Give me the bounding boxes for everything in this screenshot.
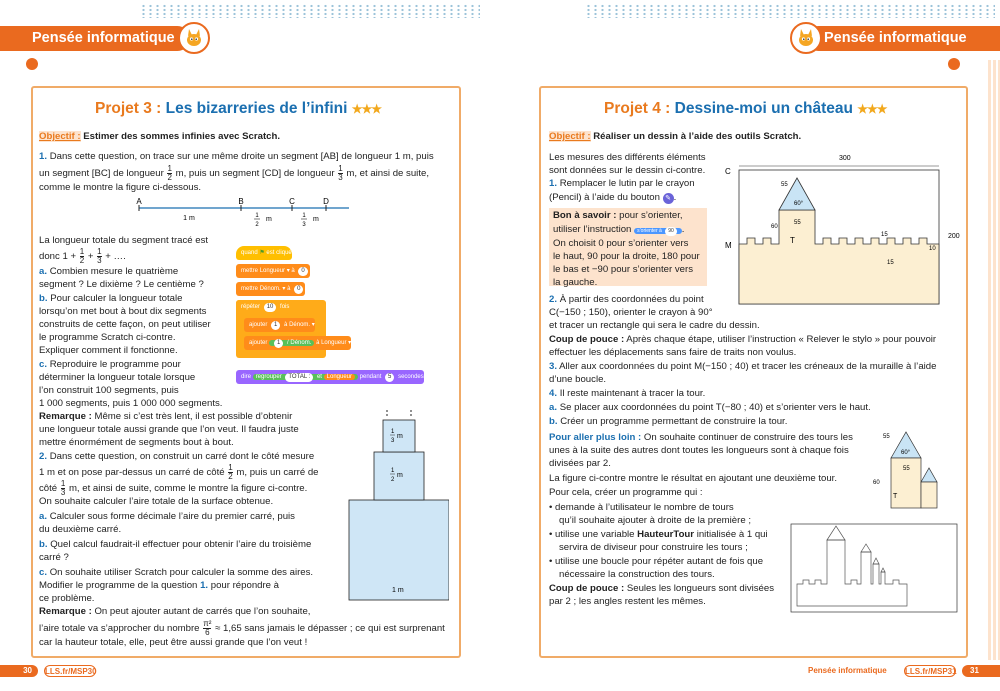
step3-2: d’une boucle. <box>549 374 607 385</box>
q1b-3: construits de cette façon, on peut utiliser <box>39 319 211 330</box>
hint-1: Coup de pouce : Après chaque étape, utiliser l’instruction « Relever le stylo » pour pouvoir <box>549 334 937 345</box>
t2-height: 60 <box>873 480 880 486</box>
point-C-label: C <box>725 167 731 176</box>
bullet-2b: servira de diviseur pour construire les tours ; <box>559 542 748 553</box>
step2-1: 2. À partir des coordonnées du point <box>549 294 704 305</box>
q1b-4: le programme Scratch ci-contre. <box>39 332 176 343</box>
hint-2a: Coup de pouce : Seules les longueurs sont divisées <box>549 583 775 594</box>
step1-1: 1. Remplacer le lutin par le crayon <box>549 178 695 189</box>
square-label-1: 1 m <box>392 587 404 594</box>
header-title-right: Pensée informatique <box>824 30 967 46</box>
step2-2: C(−150 ; 150), orienter le crayon à 90° <box>549 307 713 318</box>
side-stripe <box>988 60 1000 660</box>
scratch-say: dire regrouper TOTAL : et Longueur pendant 5 secondes <box>236 370 424 384</box>
scratch-program <box>236 240 446 390</box>
crenel-width: 15 <box>881 232 888 238</box>
roof-side: 55 <box>781 182 788 188</box>
fig-text-1: La figure ci-contre montre le résultat en ajoutant une deuxième tour. <box>549 473 837 484</box>
q2a-2: du deuxième carré. <box>39 524 122 535</box>
header-title-left: Pensée informatique <box>32 30 175 46</box>
tip-2: utiliser l’instruction s’orienter à 90 . <box>553 224 685 235</box>
seg-label-1: 1 m <box>183 215 195 222</box>
scratch-when-flag: quand ⚑ est cliqué <box>236 246 292 260</box>
seg-label-3: m <box>313 216 319 223</box>
svg-text:2: 2 <box>255 222 259 228</box>
t2-roof: 55 <box>883 434 890 440</box>
bullet-3a: • utilise une boucle pour répéter autant de fois que <box>549 556 764 567</box>
t2-point-T: T <box>893 493 898 500</box>
q2-1: 2. Dans cette question, on construit un carré dont le côté mesure <box>39 451 315 462</box>
pencil-icon: ✎ <box>663 193 674 204</box>
cat-icon <box>178 22 210 54</box>
intro-1: Les mesures des différents éléments <box>549 152 706 163</box>
svg-text:1: 1 <box>302 213 306 219</box>
orange-dot-left <box>26 58 38 70</box>
svg-text:1: 1 <box>391 468 395 474</box>
svg-text:1: 1 <box>255 213 259 219</box>
bullet-3b: nécessaire la construction des tours. <box>559 569 715 580</box>
cat-icon-right <box>790 22 822 54</box>
towers-outline-figure <box>789 522 959 614</box>
fig-text-2: Pour cela, créer un programme qui : <box>549 487 703 498</box>
remark1-1: Remarque : Même si c’est très lent, il est possible d’obtenir <box>39 411 293 422</box>
two-tower-figure <box>863 426 953 516</box>
tip-6: la gauche. <box>553 277 598 288</box>
point-B: B <box>238 197 244 206</box>
page-title-right: Projet 4 : Dessine-moi un château ★★★ <box>604 100 887 117</box>
q2b-2: carré ? <box>39 552 69 563</box>
further-3: divisées par 2. <box>549 458 611 469</box>
step3-1: 3. Aller aux coordonnées du point M(−150 ; 40) et tracer les créneaux de la muraille à l’aide <box>549 361 937 372</box>
tower-height: 60 <box>771 224 778 230</box>
further-1: Pour aller plus loin : On souhaite continuer de construire des tours les <box>549 432 853 443</box>
svg-text:3: 3 <box>391 438 395 444</box>
remark2-3: car la hauteur totale, elle, peut être aussi grande que l’on veut ! <box>39 637 308 648</box>
scratch-set-denom: mettre Dénom. ▾ à 0 <box>236 282 305 296</box>
q2b-1: b. Quel calcul faudrait-il effectuer pour obtenir l’aire du troisième <box>39 539 312 550</box>
remark1-2: une longueur totale aussi grande que l’on veut. Il faudra juste <box>39 424 299 435</box>
tower-width: 55 <box>794 220 801 226</box>
tip-4: le haut, 90 pour la droite, 180 pour <box>553 251 700 262</box>
stacked-squares-figure <box>339 406 449 602</box>
footer-link-left[interactable]: LLS.fr/MSP30 <box>45 667 97 676</box>
roof-angle: 60° <box>794 201 804 207</box>
q2-3: côté $\frac{1}{3}$ m, et ainsi de suite, comme le montre la figure ci-contre. <box>39 479 308 497</box>
castle-height: 200 <box>948 233 960 240</box>
q2-4: On souhaite calculer l’aire totale de la surface obtenue. <box>39 496 274 507</box>
svg-text:1: 1 <box>391 429 395 435</box>
further-2: unes à la suite des autres dont toutes les longueurs sont à chaque fois <box>549 445 849 456</box>
scratch-add-denom: ajouter 1 à Dénom. ▾ <box>244 318 315 332</box>
square-label-2: m <box>397 472 403 479</box>
bullet-1b: qu’il souhaite ajouter à droite de la première ; <box>559 515 751 526</box>
step1-2: (Pencil) à l’aide du bouton ✎ . <box>549 192 677 203</box>
point-T-label: T <box>790 236 795 245</box>
remark1-3: mettre énormément de segments bout à bout. <box>39 437 234 448</box>
tip-1: Bon à savoir : pour s’orienter, <box>553 210 683 221</box>
q2a-1: a. Calculer sous forme décimale l’aire du premier carré, puis <box>39 511 295 522</box>
segment-figure <box>129 196 379 232</box>
p1: La longueur totale du segment tracé est <box>39 235 209 246</box>
objective: Objectif : Estimer des sommes infinies avec Scratch. <box>39 131 281 142</box>
difficulty-stars-right: ★★★ <box>857 102 887 116</box>
q1c-2: déterminer la longueur totale lorsque <box>39 372 196 383</box>
q1c-3: l’on construit 100 segments, puis <box>39 385 179 396</box>
q1-line3: comme le montre la figure ci-dessous. <box>39 182 202 193</box>
q1b-2: lorsqu’on met bout à bout dix segments <box>39 306 207 317</box>
q2c-2: Modifier le programme de la question 1. pour répondre à <box>39 580 280 591</box>
tip-3: On choisit 0 pour s’orienter vers <box>553 238 689 249</box>
scratch-repeat-label: répéter 10 fois <box>236 300 289 314</box>
footer-link-right[interactable]: LLS.fr/MSP31 <box>905 667 957 676</box>
remark2-2: l’aire totale va s’approcher du nombre $\frac{\text{π²}}{6}$ ≈ 1,65 sans jamais le dépasser ; ce qui est surprenant <box>39 619 445 637</box>
t2-angle: 60° <box>901 450 911 456</box>
scratch-set-length: mettre Longueur ▾ à 0 <box>236 264 310 278</box>
dot-pattern-right <box>585 4 995 18</box>
t2-width: 55 <box>903 466 910 472</box>
q1a-1: a. Combien mesure le quatrième <box>39 266 179 277</box>
page-number-left: 30 <box>0 665 38 677</box>
intro-2: sont données sur le dessin ci-contre. <box>549 165 706 176</box>
footer-label-right: Pensée informatique <box>808 666 887 675</box>
q1-line1: 1. Dans cette question, on trace sur une même droite un segment [AB] de longueur 1 m, puis <box>39 151 434 162</box>
step2-3: et tracer un rectangle qui sera le cadre du dessin. <box>549 320 760 331</box>
step4: 4. Il reste maintenant à tracer la tour. <box>549 388 706 399</box>
header-banner-right <box>806 26 1000 51</box>
step4a: a. Se placer aux coordonnées du point T(−80 ; 40) et s’orienter vers le haut. <box>549 402 871 413</box>
hint-2b: par 2 ; les angles restent les mêmes. <box>549 596 706 607</box>
point-D: D <box>323 197 329 206</box>
orange-dot-right <box>948 58 960 70</box>
q2c-3: ce problème. <box>39 593 95 604</box>
dot-pattern-left <box>140 4 480 18</box>
crenel-height: 10 <box>929 246 936 252</box>
right-page <box>539 86 968 658</box>
svg-text:3: 3 <box>302 222 306 228</box>
q2c-1: c. On souhaite utiliser Scratch pour calculer la somme des aires. <box>39 567 314 578</box>
tip-5: le bas et −90 pour s’orienter vers <box>553 264 693 275</box>
page-number-right: 31 <box>962 665 1000 677</box>
difficulty-stars: ★★★ <box>351 102 381 116</box>
q1b-1: b. Pour calculer la longueur totale <box>39 293 183 304</box>
p2: donc 1 + $\frac{1}{2}$ + $\frac{1}{3}$ + …. <box>39 247 126 265</box>
seg-label-2: m <box>266 216 272 223</box>
square-label-3: m <box>397 433 403 440</box>
header-banner-left <box>0 26 190 51</box>
castle-width: 300 <box>839 155 851 162</box>
objective-right: Objectif : Réaliser un dessin à l’aide des outils Scratch. <box>549 131 802 142</box>
crenel-gap: 15 <box>887 260 894 266</box>
point-C: C <box>289 197 295 206</box>
bullet-1a: • demande à l’utilisateur le nombre de tours <box>549 502 734 513</box>
q1a-2: segment ? Le dixième ? Le centième ? <box>39 279 204 290</box>
scratch-add-fraction: ajouter 1 / Dénom. à Longueur ▾ <box>244 336 351 350</box>
bullet-2a: • utilise une variable HauteurTour initialisée à 1 qui <box>549 529 768 540</box>
q1c-4: 1 000 segments, puis 1 000 000 segments. <box>39 398 223 409</box>
q1b-5: Expliquer comment il fonctionne. <box>39 345 178 356</box>
hint-1b: effectuer les déplacements sans faire de traits non voulus. <box>549 347 797 358</box>
svg-text:2: 2 <box>391 477 395 483</box>
orient-block: s’orienter à 90 <box>634 228 682 234</box>
step4b: b. Créer un programme permettant de construire la tour. <box>549 416 788 427</box>
left-page <box>31 86 461 658</box>
point-M-label: M <box>725 241 732 250</box>
page-title-left: Projet 3 : Les bizarreries de l’infini ★★★ <box>95 100 381 117</box>
remark2-1: Remarque : On peut ajouter autant de carrés que l’on souhaite, <box>39 606 311 617</box>
q1-line2: un segment [BC] de longueur $\frac{1}{2}$ m, puis un segment [CD] de longueur $\frac{1}{3}$ m, et ainsi de suite, <box>39 164 429 182</box>
point-A: A <box>136 197 142 206</box>
q2-2: 1 m et on pose par-dessus un carré de côté $\frac{1}{2}$ m, puis un carré de <box>39 463 319 481</box>
castle-figure <box>719 150 963 310</box>
q1c-1: c. Reproduire le programme pour <box>39 359 181 370</box>
